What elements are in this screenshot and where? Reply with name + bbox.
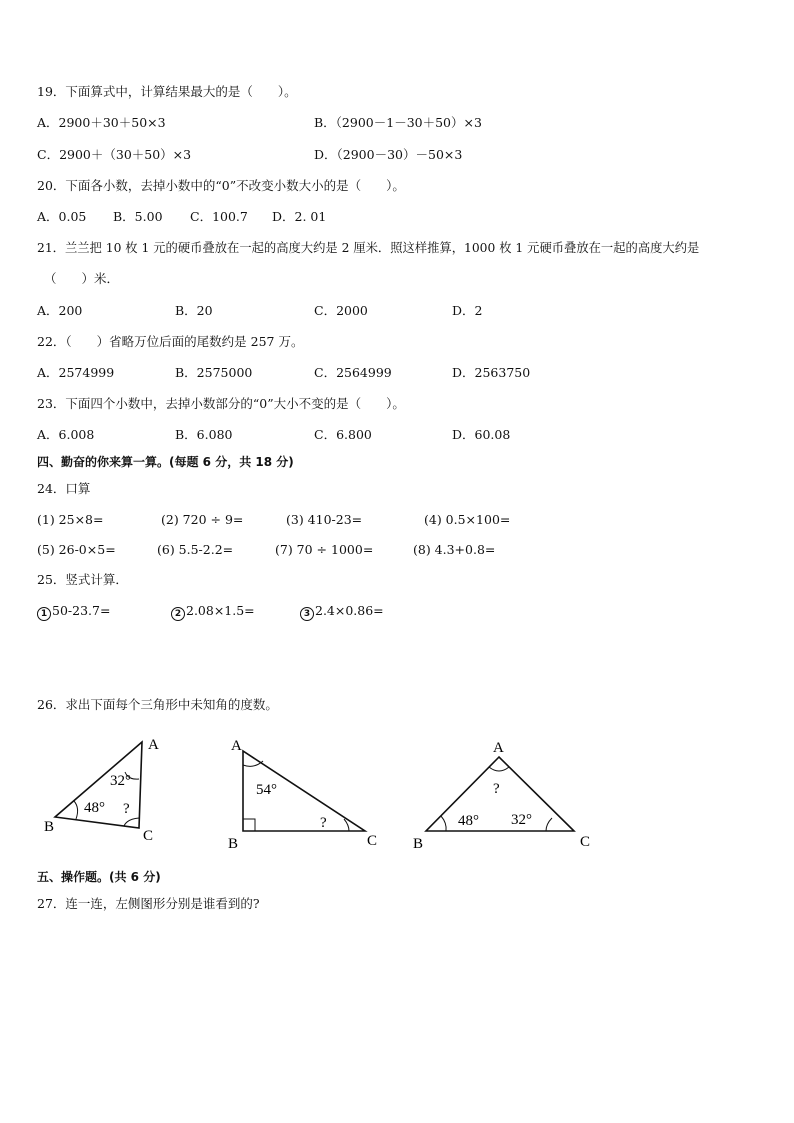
q20-option-a: A．0.05 <box>37 209 87 224</box>
angle-arc-c <box>546 818 552 831</box>
triangle-2 <box>228 738 377 852</box>
angle-arc-a <box>489 767 509 771</box>
triangle-1-angle-a: 32° <box>110 773 131 789</box>
q24-item-8: (8) 4.3+0.8= <box>413 542 496 557</box>
q23-stem: 23．下面四个小数中，去掉小数部分的“0”大小不变的是（ ）。 <box>37 396 405 411</box>
q25-item-2 <box>171 603 255 621</box>
q20-option-d: D．2. 01 <box>272 209 327 224</box>
triangle-1-label-c: C <box>143 828 154 844</box>
q24-item-5: (5) 26-0×5= <box>37 542 116 557</box>
q25-item-1 <box>37 603 110 621</box>
q25-expr: 50-23.7= <box>52 603 111 618</box>
q21-option-c: C．2000 <box>314 303 368 318</box>
q22-stem: 22．（ ）省略万位后面的尾数约是 257 万。 <box>37 334 304 349</box>
triangle-3 <box>413 740 590 852</box>
q23-option-a: A．6.008 <box>37 427 95 442</box>
q24-stem: 24．口算 <box>37 481 91 496</box>
q21-option-a: A．200 <box>37 303 83 318</box>
q21-stem-line2: （ ）米． <box>44 271 120 286</box>
q19-option-a: A．2900＋30＋50×3 <box>37 115 166 130</box>
q25-item-3 <box>300 603 384 621</box>
q22-option-c: C．2564999 <box>314 365 392 380</box>
triangle-2-label-b: B <box>228 836 239 852</box>
q23-option-d: D．60.08 <box>452 427 511 442</box>
q22-option-b: B．2575000 <box>175 365 253 380</box>
angle-arc-b <box>74 801 78 819</box>
triangle-3-angle-b: 48° <box>458 813 479 829</box>
triangle-2-label-a: A <box>231 738 242 754</box>
q24-item-6: (6) 5.5-2.2= <box>157 542 234 557</box>
triangle-2-angle-a: 54° <box>256 782 277 798</box>
q21-stem-line1: 21．兰兰把 10 枚 1 元的硬币叠放在一起的高度大约是 2 厘米．照这样推算，1000 枚 1 元硬币叠放在一起的高度大约是 <box>37 241 700 255</box>
triangle-2-label-c: C <box>367 833 378 849</box>
q21-option-b: B．20 <box>175 303 213 318</box>
triangles-figure <box>0 730 794 860</box>
circled-number: 3 <box>300 607 314 621</box>
q27-stem: 27．连一连，左侧图形分别是谁看到的? <box>37 896 260 911</box>
q20-option-b: B．5.00 <box>113 209 163 224</box>
q21-option-d: D．2 <box>452 303 483 318</box>
q23-option-c: C．6.800 <box>314 427 372 442</box>
angle-arc-c <box>124 818 139 826</box>
triangle-3-label-a: A <box>493 740 504 756</box>
q24-item-3: (3) 410-23= <box>286 512 363 527</box>
q19-option-c: C．2900＋（30＋50）×3 <box>37 147 192 162</box>
triangle-3-angle-a: ? <box>493 781 500 797</box>
circled-number: 2 <box>171 607 185 621</box>
triangle-1-angle-c: ? <box>123 801 130 817</box>
triangle-3-label-b: B <box>413 836 424 852</box>
q22-option-d: D．2563750 <box>452 365 531 380</box>
triangle-3-angle-c: 32° <box>511 812 532 828</box>
angle-arc-b <box>441 816 446 831</box>
q25-stem: 25．竖式计算． <box>37 572 128 587</box>
q26-stem: 26．求出下面每个三角形中未知角的度数。 <box>37 697 278 712</box>
q24-item-1: (1) 25×8= <box>37 512 104 527</box>
triangle-1-label-b: B <box>44 819 55 835</box>
section4-title: 四、勤奋的你来算一算。(每题 6 分，共 18 分) <box>37 455 294 469</box>
q19-option-d: D．（2900－30）－50×3 <box>314 147 463 162</box>
q24-item-2: (2) 720 ÷ 9= <box>161 512 244 527</box>
triangle-1-label-a: A <box>148 737 159 753</box>
q19-option-b: B．（2900－1－30＋50）×3 <box>314 115 482 130</box>
triangle-1 <box>44 737 159 844</box>
circled-number: 1 <box>37 607 51 621</box>
q24-item-7: (7) 70 ÷ 1000= <box>275 542 374 557</box>
triangle-1-angle-b: 48° <box>84 800 105 816</box>
right-angle-mark <box>243 819 255 831</box>
q19-stem: 19．下面算式中，计算结果最大的是（ ）。 <box>37 84 297 99</box>
q25-expr: 2.4×0.86= <box>315 603 384 618</box>
triangle-2-angle-c: ? <box>320 815 327 831</box>
triangle-3-label-c: C <box>580 834 591 850</box>
section5-title: 五、操作题。(共 6 分) <box>37 870 161 884</box>
q20-option-c: C．100.7 <box>190 209 248 224</box>
q25-expr: 2.08×1.5= <box>186 603 255 618</box>
q20-stem: 20．下面各小数，去掉小数中的“0”不改变小数大小的是（ ）。 <box>37 178 405 193</box>
q22-option-a: A．2574999 <box>37 365 115 380</box>
q24-item-4: (4) 0.5×100= <box>424 512 511 527</box>
q23-option-b: B．6.080 <box>175 427 233 442</box>
